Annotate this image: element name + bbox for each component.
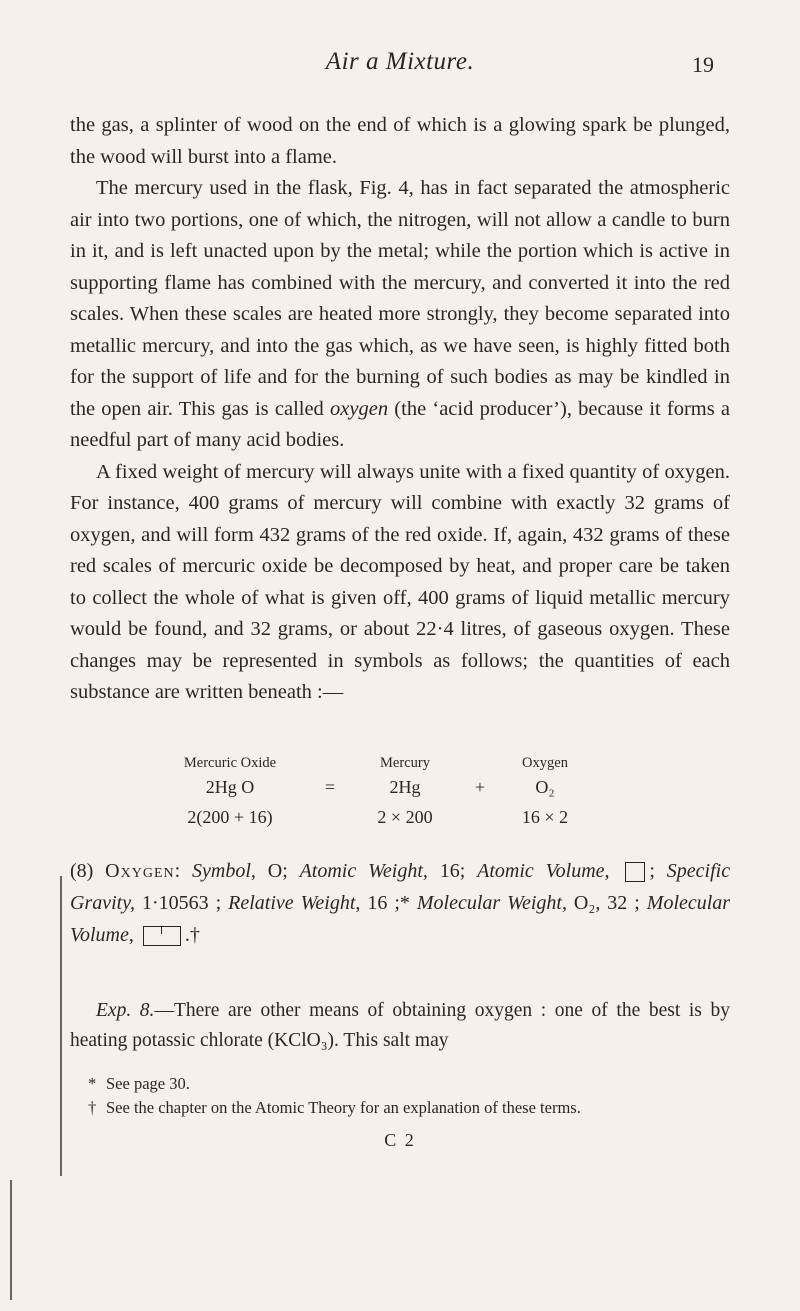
equals-sign: = <box>324 777 336 797</box>
chemical-equation <box>150 755 600 837</box>
atomic-weight-value: 16; <box>439 860 466 882</box>
paragraph-mercury-end: (the ‘acid producer’), because it forms a needful part of many acid bodies. <box>70 397 731 451</box>
footnote-2 <box>70 1096 730 1120</box>
molecular-weight-label: Molecular Weight, <box>416 892 567 914</box>
footnote-1 <box>70 1072 730 1096</box>
quantity-reactant: 2(200 + 16) <box>187 807 273 827</box>
experiment-text: —There are other means of obtaining oxygen : one of the best is by heating potassic chlorate (KClO₃). This salt may <box>70 1000 730 1051</box>
relative-weight-value: 16 ;* <box>367 892 410 914</box>
quantity-oxygen: 16 × 2 <box>521 807 569 827</box>
oxygen-entry <box>70 855 730 951</box>
experiment-8 <box>70 996 730 1056</box>
experiment-paragraph <box>70 996 730 1056</box>
oxygen-term: oxygen <box>330 397 389 420</box>
binding-edge-line <box>60 876 62 1176</box>
equation-formula <box>150 777 600 807</box>
page-number: 19 <box>692 52 714 77</box>
label-mercury: Mercury <box>380 755 430 771</box>
specific-gravity-value: 1·10563 ; <box>141 892 222 914</box>
oxygen-properties: (8) Oxygen: Symbol, O; Atomic Weight, 16; Atomic Volume, ; Specific Gravity, 1·10563 ; Relative Weight, 16 ;* Molecular Weight, O₂, 32 ; Molecular Volume, .† <box>70 860 731 946</box>
formula-mercury: 2Hg <box>389 777 421 797</box>
label-oxygen: Oxygen <box>522 755 568 771</box>
entry-number: (8) <box>70 860 94 882</box>
experiment-label: Exp. 8. <box>96 1000 155 1021</box>
molecular-volume-end: .† <box>184 924 200 946</box>
footnote-2-symbol: † <box>88 1098 97 1117</box>
formula-reactant: 2Hg O <box>205 777 255 797</box>
molecular-weight-value: O₂, 32 ; <box>573 892 640 914</box>
atomic-volume-square-icon <box>625 862 645 882</box>
molecular-volume-label: Molecular Volume, <box>70 892 731 946</box>
equation-quantities <box>150 807 600 837</box>
symbol-label: Symbol, <box>192 860 256 882</box>
running-title: Air a Mixture. <box>325 48 475 75</box>
atomic-volume-label: Atomic Volume, <box>477 860 610 882</box>
label-mercuric-oxide: Mercuric Oxide <box>183 755 277 771</box>
footnote-1-text: See page 30. <box>106 1074 190 1093</box>
footnotes <box>70 1072 730 1120</box>
entry-name: Oxygen <box>105 860 175 882</box>
paragraph-fixed-weight: A fixed weight of mercury will always unite with a fixed quantity of oxygen. For instance, 400 grams of mercury will combine with exactly 32 grams of oxygen, and will form 432 grams of the red oxide. If, again, 432 grams of these red scales of mercuric oxide be decomposed by heat, and proper care be taken to collect the whole of what is given off, 400 grams of liquid metallic mercury would be found, and 32 grams, or about 22·4 litres, of gaseous oxygen. These changes may be represented in symbols as follows; the quantities of each substance are written beneath :— <box>70 460 730 703</box>
footnote-2-text: See the chapter on the Atomic Theory for an explanation of these terms. <box>106 1098 581 1117</box>
page-header <box>0 48 800 88</box>
paragraph-mercury-text: The mercury used in the flask, Fig. 4, has in fact separated the atmospheric air into two portions, one of which, the nitrogen, will not allow a candle to burn in it, and is left unacted upon by the metal; while the portion which is active in supporting flame has combined with the mercury, and converted it into the red scales. When these scales are heated more strongly, they become separated into metallic mercury, and into the gas which, as we have seen, is highly fitted both for the support of life and for the burning of such bodies as may be kindled in the open air. This gas is called <box>70 177 730 420</box>
binding-edge-line-lower <box>10 1180 12 1300</box>
atomic-weight-label: Atomic Weight, <box>299 860 428 882</box>
relative-weight-label: Relative Weight, <box>228 892 361 914</box>
molecular-volume-double-square-icon <box>143 926 181 946</box>
formula-oxygen: O₂ <box>535 777 555 797</box>
main-text <box>70 110 730 709</box>
equation-labels <box>150 755 600 777</box>
paragraph-continuation: the gas, a splinter of wood on the end of which is a glowing spark be plunged, the wood will burst into a flame. <box>70 114 730 168</box>
symbol-value: O; <box>267 860 288 882</box>
plus-sign: + <box>474 777 486 797</box>
specific-gravity-label: Specific Gravity, <box>70 860 731 914</box>
paragraph-mercury <box>70 173 730 457</box>
signature-mark: C 2 <box>384 1130 416 1150</box>
quantity-mercury: 2 × 200 <box>377 807 433 827</box>
footnote-1-symbol: * <box>88 1074 97 1093</box>
